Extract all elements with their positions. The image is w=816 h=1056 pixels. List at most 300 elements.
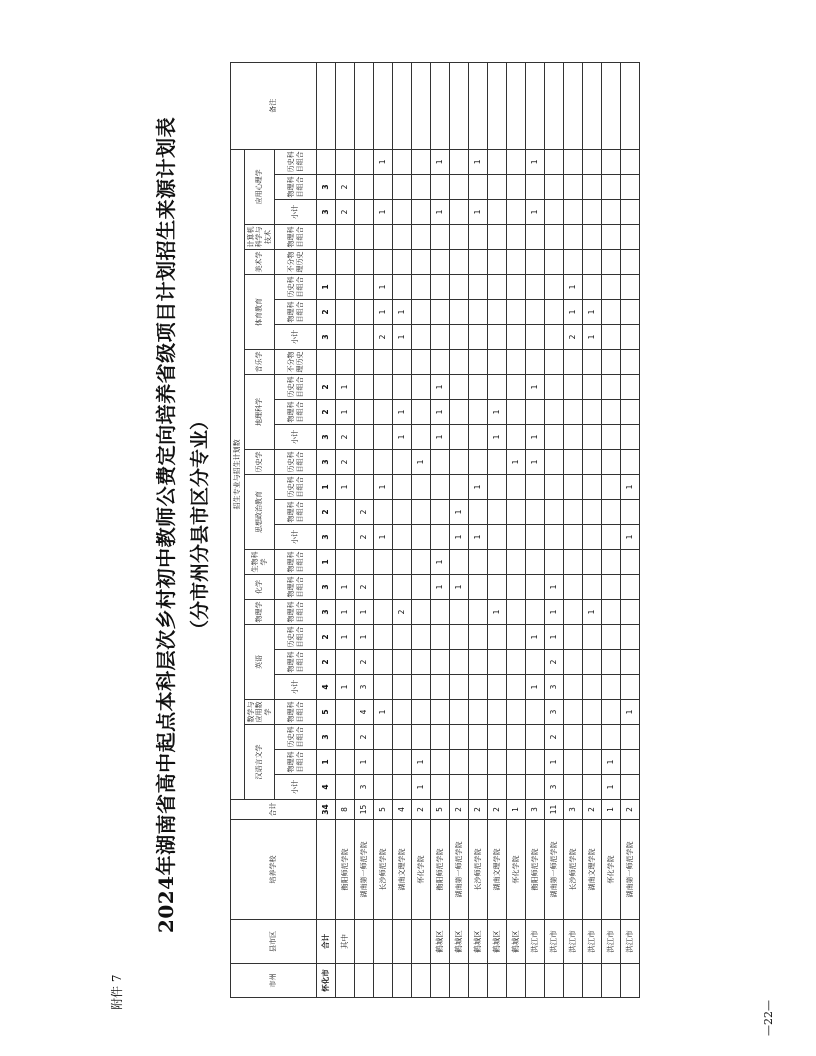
- row-value: 1: [488, 425, 507, 450]
- enrollment-plan-table: [230, 62, 640, 998]
- row-value: [526, 775, 545, 800]
- row-value: 1: [507, 450, 526, 475]
- row-value: [374, 250, 393, 275]
- row-value: [450, 725, 469, 750]
- row-value: [488, 675, 507, 700]
- row-value: [583, 149, 602, 174]
- row-value: [336, 700, 355, 725]
- row-remarks: [355, 62, 374, 149]
- row-value: 1: [412, 450, 431, 475]
- row-value: [393, 775, 412, 800]
- row-school: 湖南第一师范学院: [355, 820, 374, 920]
- row-value: [507, 250, 526, 275]
- row-value: [507, 775, 526, 800]
- header-sub: 物理科目组合: [275, 650, 317, 675]
- row-value: [374, 675, 393, 700]
- header-county: 县市区: [231, 920, 317, 964]
- row-value: [431, 300, 450, 325]
- row-value: [583, 225, 602, 250]
- row-value: 1: [431, 400, 450, 425]
- row-total: 3: [564, 800, 583, 820]
- row-value: 2: [317, 300, 336, 325]
- header-sub: 物理科目组合: [275, 550, 317, 575]
- row-value: [450, 250, 469, 275]
- row-county: 洪江市: [564, 920, 583, 964]
- row-value: 1: [431, 200, 450, 225]
- header-school: 培养学校: [231, 820, 317, 920]
- row-value: [450, 600, 469, 625]
- header-sub: 不分物理历史: [275, 350, 317, 375]
- row-value: [526, 475, 545, 500]
- row-value: [374, 500, 393, 525]
- row-value: [393, 475, 412, 500]
- row-value: [431, 175, 450, 200]
- header-major: 数学与应用数学: [245, 700, 275, 725]
- document-title: 2024年湖南省高中起点本科层次乡村初中教师公费定向培养省级项目计划招生来源计划表: [154, 116, 178, 934]
- row-value: [431, 650, 450, 675]
- row-value: [469, 400, 488, 425]
- header-sub: 历史科目组合: [275, 625, 317, 650]
- row-total: 2: [583, 800, 602, 820]
- table-row: [564, 62, 583, 997]
- row-value: 4: [317, 775, 336, 800]
- row-value: 2: [355, 500, 374, 525]
- row-value: 1: [526, 675, 545, 700]
- row-county: [355, 920, 374, 964]
- row-value: [602, 625, 621, 650]
- header-major: 思想政治教育: [245, 475, 275, 550]
- row-value: [583, 425, 602, 450]
- row-value: [621, 200, 640, 225]
- header-sub: 物理科目组合: [275, 600, 317, 625]
- row-value: 3: [355, 775, 374, 800]
- row-value: [336, 275, 355, 300]
- row-value: [374, 425, 393, 450]
- row-city: [621, 964, 640, 998]
- row-value: [469, 625, 488, 650]
- header-sub: 历史科目组合: [275, 725, 317, 750]
- row-value: 1: [431, 149, 450, 174]
- row-value: 2: [336, 425, 355, 450]
- row-county: 鹤城区: [431, 920, 450, 964]
- row-value: [336, 650, 355, 675]
- row-value: [621, 400, 640, 425]
- row-remarks: [545, 62, 564, 149]
- row-value: [412, 350, 431, 375]
- row-value: [374, 725, 393, 750]
- row-value: 1: [526, 149, 545, 174]
- row-value: 2: [393, 600, 412, 625]
- row-value: [431, 225, 450, 250]
- row-value: [450, 475, 469, 500]
- header-major: 汉语言文学: [245, 725, 275, 800]
- row-value: [317, 250, 336, 275]
- row-value: [621, 500, 640, 525]
- row-value: 1: [621, 700, 640, 725]
- table-row: [336, 62, 355, 997]
- row-value: [431, 600, 450, 625]
- table-row: [355, 62, 374, 997]
- row-county: 鹤城区: [488, 920, 507, 964]
- table-row: [507, 62, 526, 997]
- row-city: [412, 964, 431, 998]
- row-value: [564, 200, 583, 225]
- row-city: [545, 964, 564, 998]
- row-value: 1: [564, 275, 583, 300]
- row-value: [526, 325, 545, 350]
- row-value: [526, 750, 545, 775]
- row-value: [336, 325, 355, 350]
- row-value: 1: [431, 425, 450, 450]
- row-value: [450, 175, 469, 200]
- row-school: 长沙师范学院: [469, 820, 488, 920]
- row-value: [469, 675, 488, 700]
- table-row: [602, 62, 621, 997]
- row-value: [526, 550, 545, 575]
- row-value: [412, 575, 431, 600]
- row-value: [412, 149, 431, 174]
- row-value: [583, 500, 602, 525]
- row-value: [336, 350, 355, 375]
- row-value: [507, 200, 526, 225]
- row-value: 1: [374, 275, 393, 300]
- header-major: 应用心理学: [245, 149, 275, 224]
- row-value: [507, 275, 526, 300]
- row-city: [374, 964, 393, 998]
- row-value: [355, 250, 374, 275]
- row-value: [450, 325, 469, 350]
- row-value: [412, 550, 431, 575]
- row-value: [564, 175, 583, 200]
- header-sub: 历史科目组合: [275, 450, 317, 475]
- row-value: [583, 175, 602, 200]
- row-value: [488, 775, 507, 800]
- row-county: 鹤城区: [507, 920, 526, 964]
- row-value: [469, 725, 488, 750]
- row-value: 1: [526, 625, 545, 650]
- row-value: 1: [412, 775, 431, 800]
- table-row: [393, 62, 412, 997]
- row-value: [488, 750, 507, 775]
- row-value: [526, 400, 545, 425]
- row-value: 1: [564, 300, 583, 325]
- row-value: [507, 325, 526, 350]
- row-value: [355, 149, 374, 174]
- row-value: [374, 375, 393, 400]
- header-remarks: 备注: [231, 62, 317, 149]
- row-value: [564, 625, 583, 650]
- row-remarks: [583, 62, 602, 149]
- row-value: [317, 149, 336, 174]
- row-value: [526, 525, 545, 550]
- header-major: 音乐学: [245, 350, 275, 375]
- row-value: [431, 475, 450, 500]
- table-row: [545, 62, 564, 997]
- row-value: [393, 725, 412, 750]
- row-city: [564, 964, 583, 998]
- header-major: 物理学: [245, 600, 275, 625]
- row-value: [488, 175, 507, 200]
- row-value: [469, 350, 488, 375]
- table-header: [231, 62, 317, 997]
- row-value: [450, 775, 469, 800]
- row-value: [507, 300, 526, 325]
- row-total: 2: [450, 800, 469, 820]
- row-value: [564, 675, 583, 700]
- header-major: 计算机科学与技术: [245, 225, 275, 250]
- row-value: [469, 275, 488, 300]
- row-value: [507, 550, 526, 575]
- row-value: 1: [583, 300, 602, 325]
- row-value: [393, 450, 412, 475]
- row-city: [336, 964, 355, 998]
- row-value: [602, 325, 621, 350]
- row-value: [545, 275, 564, 300]
- row-value: 1: [583, 600, 602, 625]
- row-value: [374, 625, 393, 650]
- row-city: [355, 964, 374, 998]
- document-subtitle: （分市州分县市区分专业）: [189, 411, 211, 640]
- row-value: [412, 500, 431, 525]
- table-row: [583, 62, 602, 997]
- row-value: [602, 149, 621, 174]
- table-row: [374, 62, 393, 997]
- row-total: 34: [317, 800, 336, 820]
- row-value: [469, 450, 488, 475]
- row-total: 3: [526, 800, 545, 820]
- row-value: 2: [336, 200, 355, 225]
- row-value: [488, 375, 507, 400]
- row-value: 2: [355, 725, 374, 750]
- row-remarks: [488, 62, 507, 149]
- row-total: 15: [355, 800, 374, 820]
- row-city: [469, 964, 488, 998]
- row-value: 1: [393, 300, 412, 325]
- row-value: [393, 225, 412, 250]
- row-value: [374, 550, 393, 575]
- row-value: 1: [355, 625, 374, 650]
- row-total: 11: [545, 800, 564, 820]
- row-value: [469, 375, 488, 400]
- row-value: [488, 300, 507, 325]
- row-value: [488, 149, 507, 174]
- row-value: [431, 325, 450, 350]
- row-value: 1: [336, 600, 355, 625]
- row-value: 2: [355, 525, 374, 550]
- row-value: [374, 350, 393, 375]
- row-value: [336, 225, 355, 250]
- row-value: [507, 400, 526, 425]
- row-school: 怀化学院: [507, 820, 526, 920]
- row-value: [393, 350, 412, 375]
- row-city: [526, 964, 545, 998]
- row-value: [583, 450, 602, 475]
- row-value: 1: [621, 525, 640, 550]
- row-value: 1: [336, 375, 355, 400]
- row-value: [450, 550, 469, 575]
- row-city: [602, 964, 621, 998]
- row-value: [374, 175, 393, 200]
- row-value: [412, 475, 431, 500]
- row-value: [564, 550, 583, 575]
- header-sub: 物理科目组合: [275, 575, 317, 600]
- row-value: [336, 750, 355, 775]
- row-value: 1: [545, 575, 564, 600]
- row-value: 1: [488, 600, 507, 625]
- row-school: 怀化学院: [412, 820, 431, 920]
- row-school: 长沙师范学院: [564, 820, 583, 920]
- row-value: 3: [317, 450, 336, 475]
- row-value: [545, 325, 564, 350]
- table-row: [526, 62, 545, 997]
- row-value: [621, 149, 640, 174]
- row-school: 怀化学院: [602, 820, 621, 920]
- row-value: [583, 575, 602, 600]
- row-value: 3: [545, 775, 564, 800]
- header-sub: 物理科目组合: [275, 175, 317, 200]
- row-value: 3: [317, 200, 336, 225]
- header-sub: 历史科目组合: [275, 149, 317, 174]
- row-value: [431, 275, 450, 300]
- row-value: [450, 750, 469, 775]
- row-value: [412, 725, 431, 750]
- row-value: [469, 250, 488, 275]
- row-value: [621, 675, 640, 700]
- row-value: [488, 225, 507, 250]
- row-value: [355, 350, 374, 375]
- row-value: [507, 475, 526, 500]
- row-value: [602, 675, 621, 700]
- row-value: [621, 325, 640, 350]
- row-value: [545, 400, 564, 425]
- row-value: [583, 700, 602, 725]
- row-value: 2: [317, 400, 336, 425]
- row-value: [393, 750, 412, 775]
- row-value: [621, 725, 640, 750]
- header-sub: 历史科目组合: [275, 275, 317, 300]
- row-value: [355, 450, 374, 475]
- row-total: 1: [507, 800, 526, 820]
- row-value: [545, 175, 564, 200]
- row-value: 2: [355, 575, 374, 600]
- row-total: 5: [431, 800, 450, 820]
- header-total: 合计: [231, 800, 317, 820]
- row-value: [602, 725, 621, 750]
- row-value: [469, 175, 488, 200]
- row-value: [526, 575, 545, 600]
- row-value: [488, 500, 507, 525]
- row-value: 2: [317, 650, 336, 675]
- row-value: [545, 425, 564, 450]
- row-value: 2: [317, 500, 336, 525]
- row-value: [393, 650, 412, 675]
- header-sub: 物理科目组合: [275, 225, 317, 250]
- row-value: [564, 700, 583, 725]
- header-major: 地理科学: [245, 375, 275, 450]
- row-value: 1: [374, 700, 393, 725]
- row-value: [545, 475, 564, 500]
- row-value: [545, 200, 564, 225]
- row-value: [431, 250, 450, 275]
- table-row: [317, 62, 336, 997]
- row-value: [355, 175, 374, 200]
- row-value: [469, 550, 488, 575]
- row-value: 3: [317, 425, 336, 450]
- row-value: 1: [336, 625, 355, 650]
- row-value: [564, 600, 583, 625]
- row-county: 洪江市: [621, 920, 640, 964]
- row-value: [507, 700, 526, 725]
- row-value: 2: [545, 725, 564, 750]
- row-value: [583, 475, 602, 500]
- row-value: [374, 775, 393, 800]
- row-value: [564, 725, 583, 750]
- row-value: [412, 300, 431, 325]
- row-value: [602, 475, 621, 500]
- row-value: [526, 700, 545, 725]
- row-value: [355, 325, 374, 350]
- row-remarks: [469, 62, 488, 149]
- header-plan-group: 招生专业与招生计划数: [231, 149, 245, 799]
- row-value: [431, 725, 450, 750]
- row-value: [450, 450, 469, 475]
- row-value: [507, 425, 526, 450]
- row-value: 1: [469, 149, 488, 174]
- row-value: [336, 550, 355, 575]
- row-value: 1: [317, 550, 336, 575]
- header-sub: 历史科目组合: [275, 475, 317, 500]
- row-value: [450, 300, 469, 325]
- header-sub: 小计: [275, 200, 317, 225]
- row-value: 1: [336, 675, 355, 700]
- row-value: [602, 275, 621, 300]
- row-county: 鹤城区: [469, 920, 488, 964]
- row-total: 5: [374, 800, 393, 820]
- row-total: 2: [469, 800, 488, 820]
- header-major: 体育教育: [245, 275, 275, 350]
- row-remarks: [317, 62, 336, 149]
- row-value: 3: [317, 525, 336, 550]
- row-value: [450, 675, 469, 700]
- row-value: 1: [621, 475, 640, 500]
- row-value: 1: [526, 375, 545, 400]
- row-value: [393, 149, 412, 174]
- row-value: [602, 650, 621, 675]
- row-value: [526, 725, 545, 750]
- row-value: [602, 425, 621, 450]
- row-value: [564, 250, 583, 275]
- row-value: [488, 625, 507, 650]
- row-value: [507, 375, 526, 400]
- row-value: 1: [355, 750, 374, 775]
- row-value: [545, 350, 564, 375]
- table-row: [469, 62, 488, 997]
- row-value: 1: [488, 400, 507, 425]
- row-value: [602, 225, 621, 250]
- row-value: [621, 600, 640, 625]
- row-value: [431, 700, 450, 725]
- row-value: 1: [374, 149, 393, 174]
- row-county: 合计: [317, 920, 336, 964]
- row-remarks: [431, 62, 450, 149]
- row-value: [621, 775, 640, 800]
- row-value: 1: [336, 575, 355, 600]
- row-value: [545, 375, 564, 400]
- row-value: [317, 225, 336, 250]
- row-value: [374, 750, 393, 775]
- row-value: [412, 225, 431, 250]
- row-value: [412, 675, 431, 700]
